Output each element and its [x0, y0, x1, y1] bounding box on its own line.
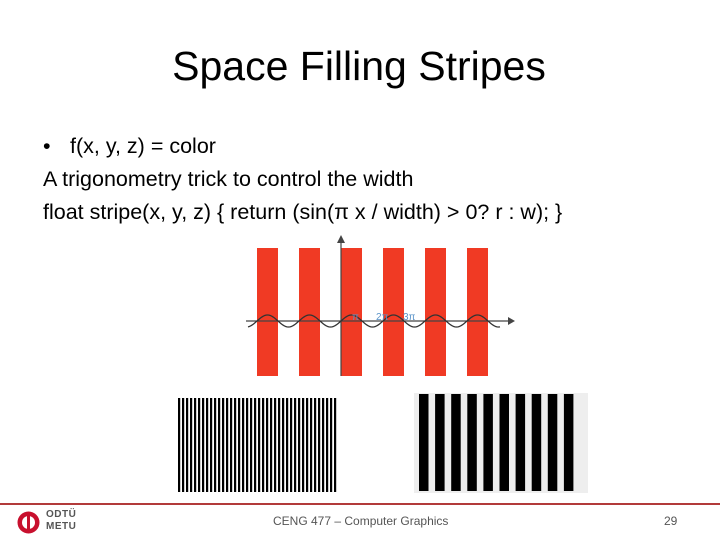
thin-black-stripe [178, 398, 180, 492]
thin-black-stripe [242, 398, 244, 492]
logo-line-metu: METU [46, 521, 77, 532]
thin-black-stripe [198, 398, 200, 492]
thin-black-stripe [270, 398, 272, 492]
thin-black-stripe [298, 398, 300, 492]
thick-black-stripe [451, 394, 461, 491]
thin-black-stripe [186, 398, 188, 492]
thick-black-stripe [548, 394, 558, 491]
thick-black-stripe [564, 394, 574, 491]
thin-black-stripe [230, 398, 232, 492]
thick-black-stripe [467, 394, 477, 491]
red-stripe [299, 248, 320, 376]
thin-black-stripe [206, 398, 208, 492]
thin-black-stripe [334, 398, 336, 492]
thin-black-stripe [274, 398, 276, 492]
metu-logo-mark-icon [16, 510, 41, 535]
thin-black-stripe [226, 398, 228, 492]
thin-black-stripe [262, 398, 264, 492]
red-stripes [257, 248, 488, 376]
axis-label-2pi: 2π [376, 312, 389, 323]
thin-black-stripe [238, 398, 240, 492]
red-stripe [425, 248, 446, 376]
thin-black-stripe [310, 398, 312, 492]
thin-black-stripe [194, 398, 196, 492]
thin-black-stripe [294, 398, 296, 492]
thin-black-stripe [290, 398, 292, 492]
body-line-code: float stripe(x, y, z) { return (sin(π x / width) > 0? r : w); } [43, 200, 563, 224]
thin-black-stripe [246, 398, 248, 492]
thin-black-stripe [314, 398, 316, 492]
thin-black-stripe [210, 398, 212, 492]
thin-black-stripe [214, 398, 216, 492]
thin-stripe-pattern [178, 398, 336, 492]
thin-black-stripe [322, 398, 324, 492]
thin-black-stripe [202, 398, 204, 492]
thin-black-stripe [330, 398, 332, 492]
footer-rule [0, 503, 720, 505]
body-line-trig-trick: A trigonometry trick to control the width [43, 167, 414, 191]
slide-title: Space Filling Stripes [172, 43, 546, 89]
red-stripe [467, 248, 488, 376]
thin-black-stripe [218, 398, 220, 492]
thin-black-stripe [258, 398, 260, 492]
metu-logo-text [46, 509, 76, 533]
thick-black-stripe [500, 394, 510, 491]
x-axis-arrow [508, 317, 515, 325]
thick-stripe-pattern [414, 393, 588, 493]
thin-black-stripe [182, 398, 184, 492]
axis-label-pi: π [352, 312, 359, 323]
thin-black-stripe [190, 398, 192, 492]
thin-black-stripe [302, 398, 304, 492]
thin-black-stripe [222, 398, 224, 492]
thick-black-stripe [483, 394, 493, 491]
thick-black-stripe [419, 394, 429, 491]
axis-label-3pi: 3π [403, 312, 416, 323]
thin-black-stripe [318, 398, 320, 492]
page-number: 29 [664, 514, 678, 528]
thin-black-stripe [286, 398, 288, 492]
thin-black-stripe [266, 398, 268, 492]
thin-black-stripe [254, 398, 256, 492]
thick-black-stripe [532, 394, 542, 491]
thick-black-stripe [435, 394, 445, 491]
logo-line-odtu: ODTÜ [46, 509, 77, 520]
thin-black-stripe [306, 398, 308, 492]
thick-black-stripe [516, 394, 526, 491]
thin-black-stripe [326, 398, 328, 492]
thin-black-stripe [282, 398, 284, 492]
thin-black-stripe [278, 398, 280, 492]
thin-black-stripe [250, 398, 252, 492]
y-axis-arrow [337, 235, 345, 243]
bullet-symbol: • [43, 134, 51, 158]
footer-course: CENG 477 – Computer Graphics [273, 514, 449, 528]
metu-logo [16, 509, 86, 537]
bullet-text: f(x, y, z) = color [70, 134, 216, 158]
red-stripe [257, 248, 278, 376]
thin-black-stripe [234, 398, 236, 492]
